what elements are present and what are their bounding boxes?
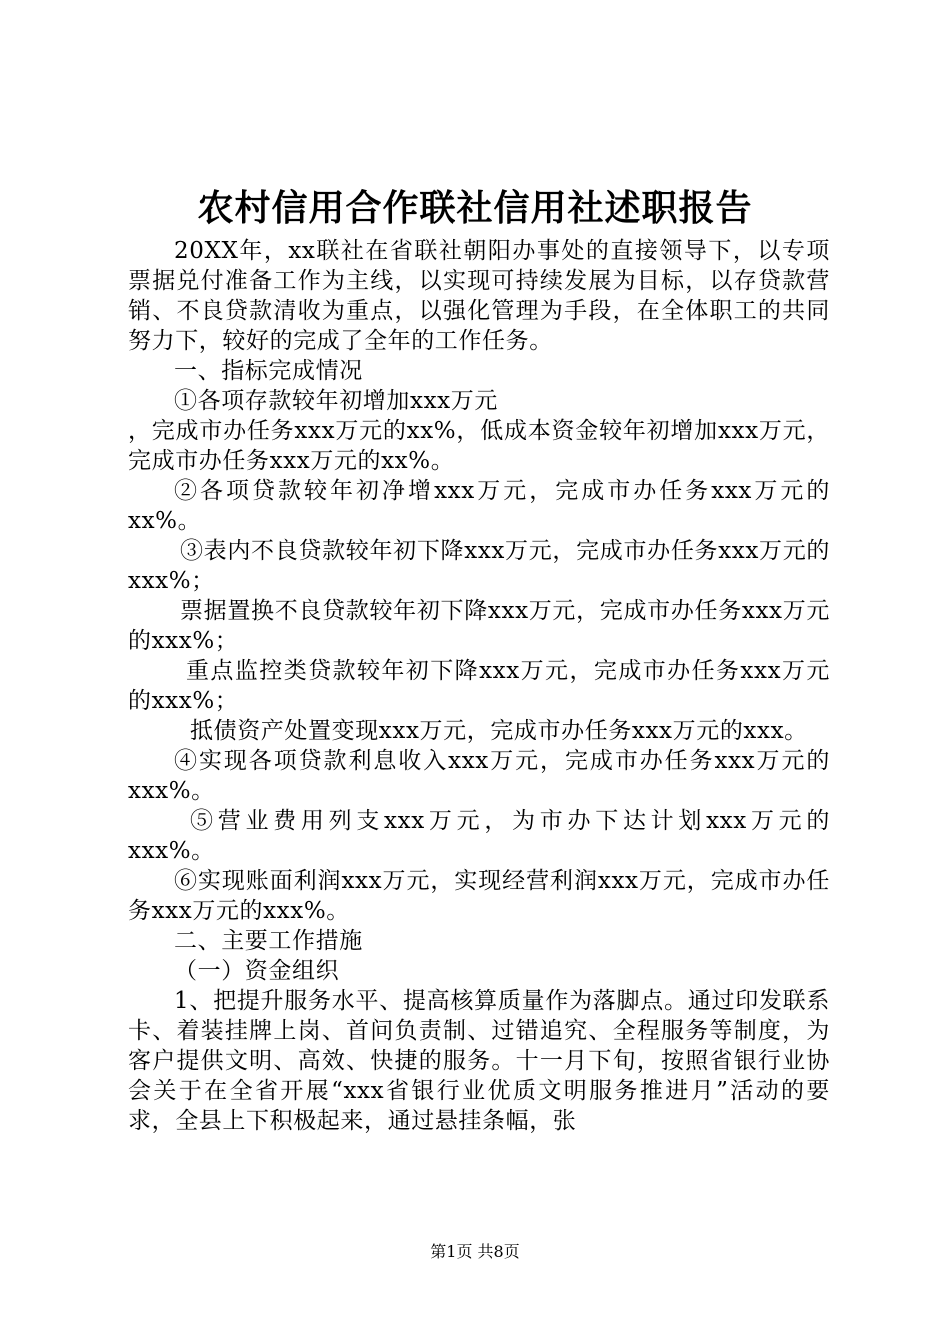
paragraph-profit: ⑥实现账面利润xxx万元，实现经营利润xxx万元，完成市办任务xxx万元的xxx%。	[128, 868, 830, 924]
paragraph-monitored-loans: 重点监控类贷款较年初下降xxx万元，完成市办任务xxx万元的xxx%；	[128, 658, 830, 714]
section-heading-indicators: 一、指标完成情况	[174, 358, 363, 384]
subsection-heading-funding: （一）资金组织	[174, 958, 340, 984]
paragraph-service-quality: 1、把提升服务水平、提高核算质量作为落脚点。通过印发联系卡、着装挂牌上岗、首问负责制、过错追究、全程服务等制度，为客户提供文明、高效、快捷的服务。十一月下旬，按照省银行业协会关于在全省开展“xxx省银行业优质文明服务推进月”活动的要求，全县上下积极起来，通过悬挂条幅，张	[128, 988, 830, 1134]
paragraph-deposits-continued: ，完成市办任务xxx万元的xx%，低成本资金较年初增加xxx万元，完成市办任务xxx万元的xx%。	[128, 418, 830, 474]
paragraph-interest-income: ④实现各项贷款利息收入xxx万元，完成市办任务xxx万元的xxx%。	[128, 748, 830, 804]
paragraph-nonperforming-loans: ③表内不良贷款较年初下降xxx万元，完成市办任务xxx万元的xxx%；	[128, 538, 830, 594]
section-heading-measures: 二、主要工作措施	[174, 928, 363, 954]
paragraph-intro: 20XX年，xx联社在省联社朝阳办事处的直接领导下，以专项票据兑付准备工作为主线，以实现可持续发展为目标，以存贷款营销、不良贷款清收为重点，以强化管理为手段，在全体职工的共同努力下，较好的完成了全年的工作任务。	[128, 238, 830, 354]
paragraph-bill-replacement: 票据置换不良贷款较年初下降xxx万元，完成市办任务xxx万元的xxx%；	[128, 598, 830, 654]
document-title: 农村信用合作联社信用社述职报告	[197, 187, 753, 229]
page-number-footer: 第1页 共8页	[430, 1242, 520, 1261]
document-body	[128, 236, 830, 1136]
paragraph-deposits: ①各项存款较年初增加xxx万元	[174, 388, 498, 414]
paragraph-loans: ②各项贷款较年初净增xxx万元，完成市办任务xxx万元的xx%。	[128, 478, 830, 534]
paragraph-debt-assets: 抵债资产处置变现xxx万元，完成市办任务xxx万元的xxx。	[190, 718, 808, 744]
paragraph-operating-expenses: ⑤营业费用列支xxx万元，为市办下达计划xxx万元的xxx%。	[128, 808, 830, 864]
